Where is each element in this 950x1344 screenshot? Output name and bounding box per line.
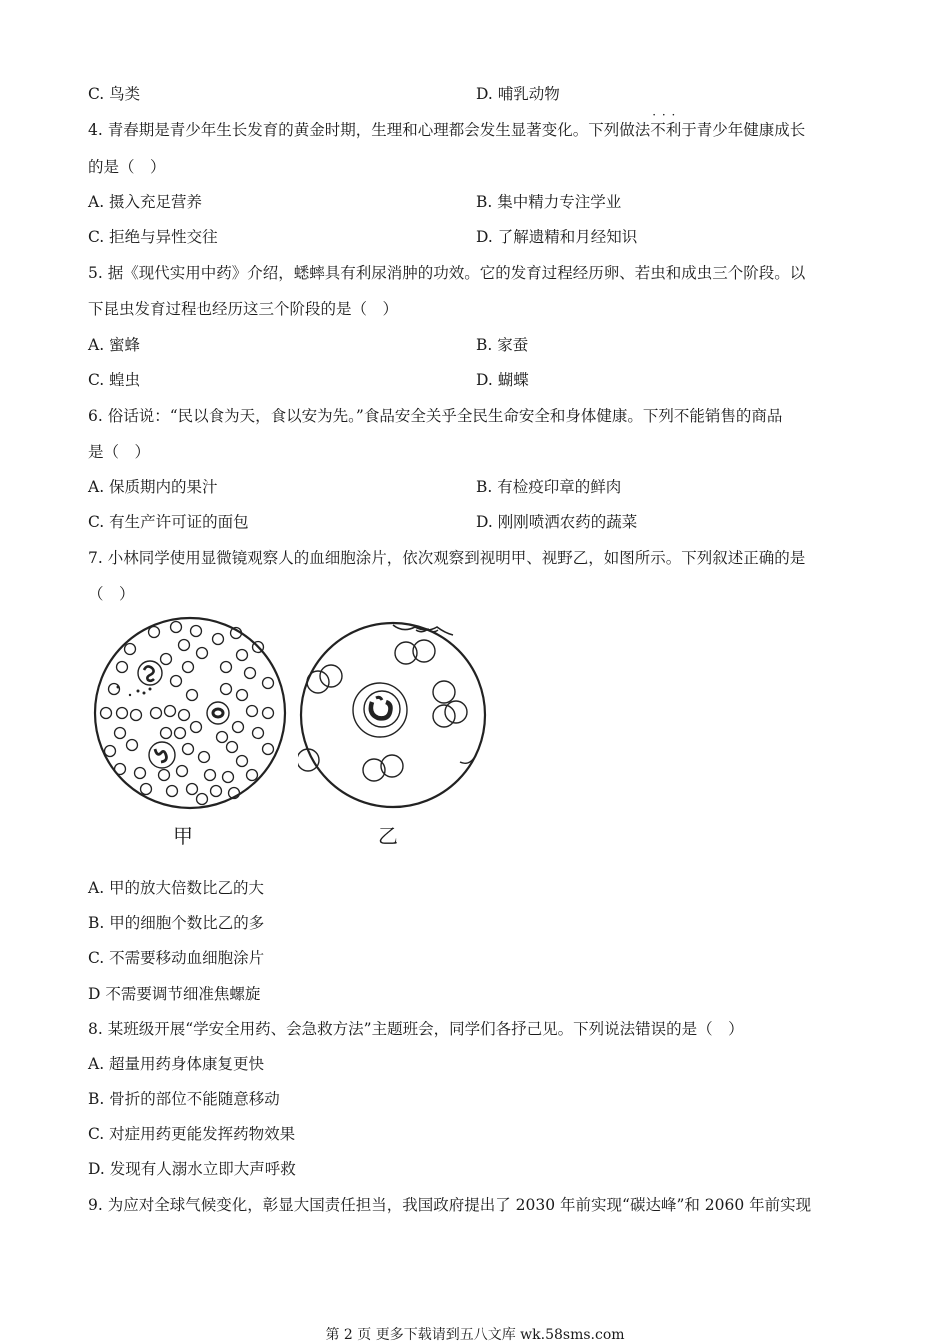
q8-option-b: B. 骨折的部位不能随意移动 [88, 1090, 280, 1108]
q3-option-c: C. 鸟类 [88, 85, 141, 103]
q9-stem-line1: 9. 为应对全球气候变化，彰显大国责任担当，我国政府提出了 2030 年前实现“碳达峰”和 2060 年前实现 [88, 1196, 812, 1214]
q5-option-a: A. 蜜蜂 [88, 336, 141, 354]
q7-stem-line2: （ ） [88, 585, 135, 603]
microscope-field-jia [92, 615, 288, 811]
q6-stem-line1: 6. 俗话说：“民以食为天，食以安为先。”食品安全关乎全民生命安全和身体健康。下列不能销售的商品 [88, 407, 783, 425]
q5-stem-line2: 下昆虫发育过程也经历这三个阶段的是（ ） [88, 300, 399, 318]
q7-option-c: C. 不需要移动血细胞涂片 [88, 949, 265, 967]
q5-option-c: C. 蝗虫 [88, 371, 141, 389]
q4-stem-line2: 的是（ ） [88, 158, 166, 176]
page-footer: 第 2 页 更多下载请到五八文库 wk.58sms.com [325, 1327, 625, 1343]
q5-stem-line1: 5. 据《现代实用中药》介绍，蟋蟀具有利尿消肿的功效。它的发育过程经历卵、若虫和成虫三个阶段。以 [88, 264, 806, 282]
q4-stem-post: 青少年健康成长 [696, 121, 806, 139]
q8-option-d: D. 发现有人溺水立即大声呼救 [88, 1160, 296, 1178]
q4-option-a: A. 摄入充足营养 [88, 193, 203, 211]
q3-option-d: D. 哺乳动物 [476, 85, 560, 103]
q8-option-a: A. 超量用药身体康复更快 [88, 1055, 265, 1073]
q4-stem-pre: 4. 青春期是青少年生长发育的黄金时期，生理和心理都会发生显著变化。下列做法 [88, 121, 651, 139]
q7-option-b: B. 甲的细胞个数比乙的多 [88, 914, 265, 932]
q5-option-b: B. 家蚕 [476, 336, 529, 354]
q6-option-b: B. 有检疫印章的鲜肉 [476, 478, 622, 496]
q7-option-d: D 不需要调节细准焦螺旋 [88, 985, 261, 1003]
q6-option-c: C. 有生产许可证的面包 [88, 513, 249, 531]
microscope-field-yi [298, 620, 488, 810]
label-yi: 乙 [378, 824, 398, 848]
q4-option-c: C. 拒绝与异性交往 [88, 228, 218, 246]
q6-stem-line2: 是（ ） [88, 443, 151, 461]
q4-option-b: B. 集中精力专注学业 [476, 193, 622, 211]
q5-option-d: D. 蝴蝶 [476, 371, 529, 389]
q8-option-c: C. 对症用药更能发挥药物效果 [88, 1125, 296, 1143]
q4-emphasis: · · · 不利于 [650, 121, 697, 139]
q4-stem-line1 [88, 118, 805, 140]
q7-stem-line1: 7. 小林同学使用显微镜观察人的血细胞涂片，依次观察到视明甲、视野乙，如图所示。下列叙述正确的是 [88, 549, 806, 567]
label-jia: 甲 [173, 824, 193, 848]
q4-option-d: D. 了解遗精和月经知识 [476, 228, 638, 246]
q8-stem-line1: 8. 某班级开展“学安全用药、会急救方法”主题班会，同学们各抒己见。下列说法错误的是（ ） [88, 1020, 744, 1038]
q7-option-a: A. 甲的放大倍数比乙的大 [88, 879, 265, 897]
q6-option-d: D. 刚刚喷洒农药的蔬菜 [476, 513, 638, 531]
q6-option-a: A. 保质期内的果汁 [88, 478, 218, 496]
